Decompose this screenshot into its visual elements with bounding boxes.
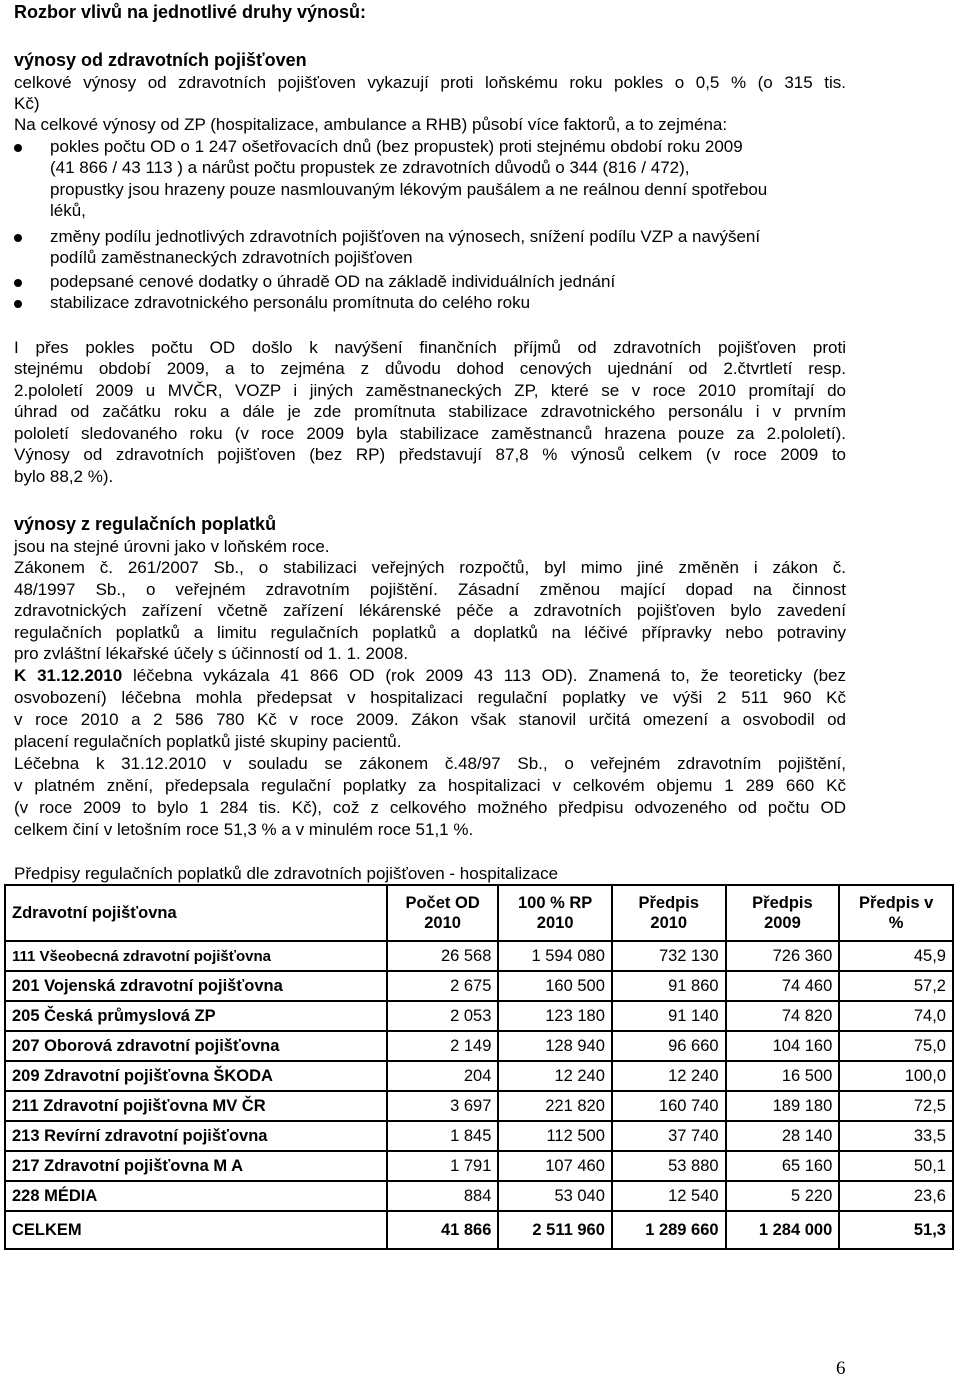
bullet-item: změny podílu jednotlivých zdravotních pojišťoven na výnosech, snížení podílu VZP a navýšení — [50, 227, 761, 246]
body-line: K 31.12.2010 léčebna vykázala 41 866 OD (rok 2009 43 113 OD). Znamená to, že teoreticky (bez — [14, 666, 846, 685]
page-title: Rozbor vlivů na jednotlivé druhy výnosů: — [14, 2, 367, 22]
cell-value: 1 845 — [387, 1121, 499, 1151]
cell-value: 1 289 660 — [612, 1211, 726, 1249]
section-heading-health-insurers: výnosy od zdravotních pojišťoven — [14, 50, 307, 70]
table-row — [5, 1151, 953, 1181]
bullet-item: stabilizace zdravotnického personálu promítnuta do celého roku — [50, 293, 531, 312]
body-line: v roce 2010 a 2 586 780 Kč v roce 2009. Zákon však stanovil určitá omezení a osvobodil od — [14, 710, 846, 729]
table-total-row — [5, 1211, 953, 1249]
header-days: Počet OD 2010 — [387, 885, 499, 941]
cell-value: 65 160 — [726, 1151, 840, 1181]
cell-value: 2 053 — [387, 1001, 499, 1031]
bullet-dot — [14, 279, 22, 287]
cell-value: 2 675 — [387, 971, 499, 1001]
cell-value: 3 697 — [387, 1091, 499, 1121]
header-insurer: Zdravotní pojišťovna — [5, 885, 387, 941]
cell-value: 53 040 — [498, 1181, 612, 1211]
table-caption: Předpisy regulačních poplatků dle zdravotních pojišťoven - hospitalizace — [14, 864, 559, 883]
table-row — [5, 1181, 953, 1211]
cell-value: 75,0 — [839, 1031, 953, 1061]
table-row — [5, 941, 953, 971]
cell-value: 107 460 — [498, 1151, 612, 1181]
cell-value: 74 820 — [726, 1001, 840, 1031]
cell-insurer: 207 Oborová zdravotní pojišťovna — [5, 1031, 387, 1061]
body-line: Kč) — [14, 94, 40, 113]
cell-insurer: 213 Revírní zdravotní pojišťovna — [5, 1121, 387, 1151]
cell-value: 104 160 — [726, 1031, 840, 1061]
date-bold: K 31.12.2010 — [14, 666, 123, 685]
cell-value: 1 284 000 — [726, 1211, 840, 1249]
table-row — [5, 1031, 953, 1061]
header-predpis-2010: Předpis 2010 — [612, 885, 726, 941]
cell-value: 1 594 080 — [498, 941, 612, 971]
bullet-item-continued: podílů zaměstnaneckých zdravotních pojišťoven — [50, 248, 413, 267]
body-line: 48/1997 Sb., o veřejném zdravotním pojištění. Zásadní změnou mající dopad na činnost — [14, 580, 846, 599]
bullet-item-continued: léků, — [50, 201, 86, 220]
cell-insurer: 217 Zdravotní pojišťovna M A — [5, 1151, 387, 1181]
cell-value: 12 540 — [612, 1181, 726, 1211]
bullet-item: pokles počtu OD o 1 247 ošetřovacích dnů (bez propustek) proti stejnému období roku 2009 — [50, 137, 743, 156]
cell-value: 57,2 — [839, 971, 953, 1001]
header-rp: 100 % RP 2010 — [498, 885, 612, 941]
cell-value: 45,9 — [839, 941, 953, 971]
body-line: v platném znění, předepsala regulační poplatky za hospitalizaci v celkovém objemu 1 289 660 Kč — [14, 776, 846, 795]
cell-value: 74 460 — [726, 971, 840, 1001]
cell-value: 884 — [387, 1181, 499, 1211]
cell-value: 72,5 — [839, 1091, 953, 1121]
cell-value: 128 940 — [498, 1031, 612, 1061]
header-predpis-pct: Předpis v % — [839, 885, 953, 941]
bullet-dot — [14, 300, 22, 308]
cell-insurer: 209 Zdravotní pojišťovna ŠKODA — [5, 1061, 387, 1091]
cell-value: 100,0 — [839, 1061, 953, 1091]
cell-value: 53 880 — [612, 1151, 726, 1181]
table-header-row — [5, 885, 953, 941]
cell-value: 96 660 — [612, 1031, 726, 1061]
cell-value: 160 740 — [612, 1091, 726, 1121]
cell-value: 41 866 — [387, 1211, 499, 1249]
bullet-dot — [14, 144, 22, 152]
body-line: osvobození) léčebna mohla předepsat v hospitalizaci regulační poplatky ve výši 2 511 960 Kč — [14, 688, 846, 707]
cell-insurer: CELKEM — [5, 1211, 387, 1249]
cell-value: 74,0 — [839, 1001, 953, 1031]
cell-value: 5 220 — [726, 1181, 840, 1211]
body-line: Na celkové výnosy od ZP (hospitalizace, ambulance a RHB) působí více faktorů, a to zejména: — [14, 115, 728, 134]
cell-value: 221 820 — [498, 1091, 612, 1121]
cell-value: 12 240 — [498, 1061, 612, 1091]
cell-value: 160 500 — [498, 971, 612, 1001]
table-row — [5, 1091, 953, 1121]
cell-value: 37 740 — [612, 1121, 726, 1151]
cell-value: 123 180 — [498, 1001, 612, 1031]
body-line: Léčebna k 31.12.2010 v souladu se zákonem č.48/97 Sb., o veřejném zdravotním pojištění, — [14, 754, 846, 773]
paragraph-line: bylo 88,2 %). — [14, 467, 114, 486]
cell-value: 28 140 — [726, 1121, 840, 1151]
bullet-item-continued: (41 866 / 43 113 ) a nárůst počtu propustek ze zdravotních důvodů o 344 (816 / 472), — [50, 158, 690, 177]
cell-value: 204 — [387, 1061, 499, 1091]
body-line: Zákonem č. 261/2007 Sb., o stabilizaci veřejných rozpočtů, byl mimo jiné změněn i zákon č. — [14, 558, 846, 577]
cell-insurer: 228 MÉDIA — [5, 1181, 387, 1211]
bullet-item: podepsané cenové dodatky o úhradě OD na základě individuálních jednání — [50, 272, 616, 291]
cell-value: 26 568 — [387, 941, 499, 971]
table-row — [5, 1121, 953, 1151]
fees-table — [4, 884, 954, 1250]
section-heading-regulatory-fees: výnosy z regulačních poplatků — [14, 514, 277, 534]
cell-value: 91 140 — [612, 1001, 726, 1031]
cell-value: 51,3 — [839, 1211, 953, 1249]
cell-insurer: 201 Vojenská zdravotní pojišťovna — [5, 971, 387, 1001]
bullet-dot — [14, 234, 22, 242]
bullet-item-continued: propustky jsou hrazeny pouze nasmlouvaným lékovým paušálem a ne reálnou denní spotřebou — [50, 180, 768, 199]
body-line: celkem činí v letošním roce 51,3 % a v minulém roce 51,1 %. — [14, 820, 474, 839]
paragraph-line: stejnému období 2009, a to zejména z důvodu dohod cenových ujednání od 2.čtvrtletí resp. — [14, 359, 846, 378]
cell-value: 33,5 — [839, 1121, 953, 1151]
cell-value: 112 500 — [498, 1121, 612, 1151]
cell-value: 23,6 — [839, 1181, 953, 1211]
header-predpis-2009: Předpis 2009 — [726, 885, 840, 941]
cell-insurer: 211 Zdravotní pojišťovna MV ČR — [5, 1091, 387, 1121]
paragraph-line: pololetí sledovaného roku (v roce 2009 byla stabilizace zaměstnanců hrazena pouze za 2.pololetí). — [14, 424, 846, 443]
body-line: regulačních poplatků a limitu regulačních poplatků a doplatků na léčivé přípravky nebo potraviny — [14, 623, 846, 642]
body-line: placení regulačních poplatků jisté skupiny pacientů. — [14, 732, 402, 751]
table-row — [5, 1061, 953, 1091]
table-row — [5, 1001, 953, 1031]
cell-value: 91 860 — [612, 971, 726, 1001]
paragraph-line: Výnosy od zdravotních pojišťoven (bez RP) představují 87,8 % výnosů celkem (v roce 2009 to — [14, 445, 846, 464]
body-line: jsou na stejné úrovni jako v loňském roce. — [14, 537, 330, 556]
paragraph-line: 2.pololetí 2009 u MVČR, VOZP i jiných zaměstnaneckých ZP, které se v roce 2010 promítají do — [14, 381, 846, 400]
table-row — [5, 971, 953, 1001]
body-line: pro zvláštní lékařské účely s účinností od 1. 1. 2008. — [14, 644, 409, 663]
paragraph-line: I přes pokles počtu OD došlo k navýšení finančních příjmů od zdravotních pojišťoven proti — [14, 338, 846, 357]
body-line: (v roce 2009 to bylo 1 284 tis. Kč), což z celkového možného předpisu odvozeného od počtu OD — [14, 798, 846, 817]
cell-value: 2 511 960 — [498, 1211, 612, 1249]
cell-value: 50,1 — [839, 1151, 953, 1181]
cell-value: 189 180 — [726, 1091, 840, 1121]
cell-value: 1 791 — [387, 1151, 499, 1181]
cell-value: 2 149 — [387, 1031, 499, 1061]
cell-value: 732 130 — [612, 941, 726, 971]
cell-value: 726 360 — [726, 941, 840, 971]
cell-value: 16 500 — [726, 1061, 840, 1091]
body-line: celkové výnosy od zdravotních pojišťoven vykazují proti loňskému roku pokles o 0,5 % (o 315 tis. — [14, 73, 846, 92]
body-line: zdravotnických zařízení včetně zařízení lékárenské péče a zdravotních pojišťoven bylo zavedení — [14, 601, 846, 620]
paragraph-line: úhrad od začátku roku a dále je zde promítnuta stabilizace zdravotnického personálu i v prvním — [14, 402, 846, 421]
cell-insurer: 111 Všeobecná zdravotní pojišťovna — [5, 941, 387, 971]
page-number: 6 — [836, 1358, 846, 1379]
cell-value: 12 240 — [612, 1061, 726, 1091]
cell-insurer: 205 Česká průmyslová ZP — [5, 1001, 387, 1031]
